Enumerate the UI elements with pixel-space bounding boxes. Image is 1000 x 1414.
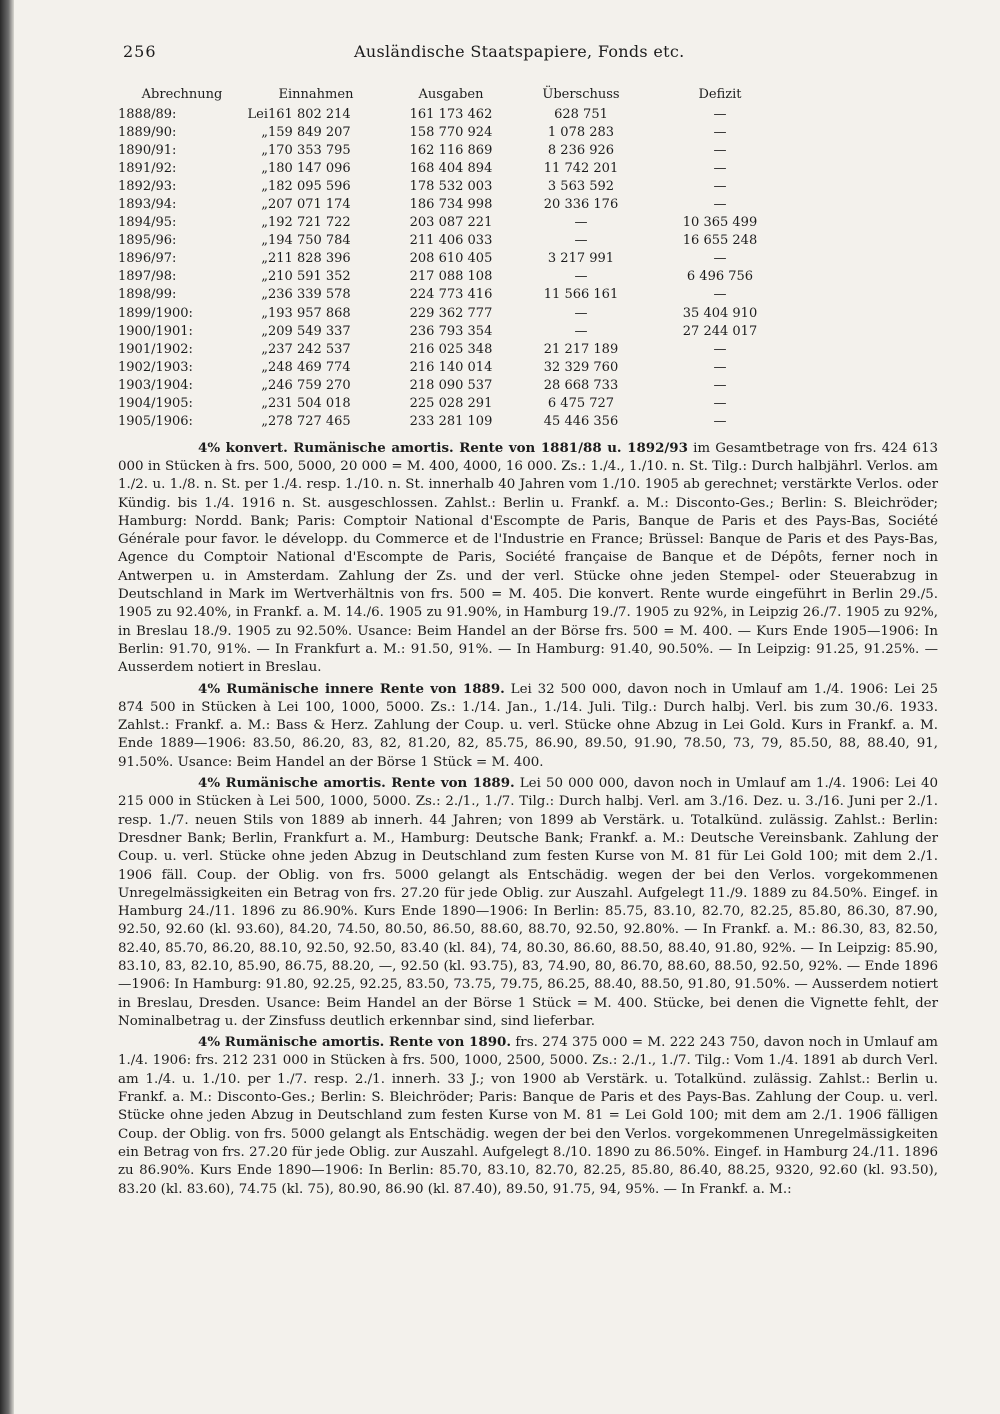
cell-defizit: —	[713, 251, 727, 267]
cell-ueberschuss: 32 329 760	[543, 359, 619, 375]
bond-description: Lei 50 000 000, davon noch in Umlauf am 1./4. 1906: Lei 40 215 000 in Stücken à Lei 500, 1000, 5000. Zs.: 2./1., 1./7. Tilg.: Durch halbj. Verl. am 3./16. Dez. u. 3./16. Juni per 2./1. resp. 1./7. neuen Stils von 1889 ab innerh. 44 Jahren; von 1899 ab Verstärk. u. Totalkünd. zulässig. Zahlst.: Berlin: Dresdner Bank; Berlin, Frankfurt a. M., Hamburg: Deutsche Bank; Frankf. a. M.: Deutsche Vereinsbank. Zahlung der Coup. u. verl. Stücke ohne jeden Abzug in Deutschland zum festen Kurse von M. 81 für Lei Gold 100; mit dem 2./1. 1906 fäll. Coup. der Oblig. von frs. 5000 gelangt als Entschädig. wegen der bei den Verlos. vorgekommenen Unregelmässigkeiten ein Betrag von frs. 27.20 für jede Oblig. zur Auszahl. Aufgelegt 11./9. 1889 zu 84.50%. Eingef. in Hamburg 24./11. 1896 zu 86.90%. Kurs Ende 1890—1906: In Berlin: 85.75, 83.10, 82.70, 82.25, 85.80, 86.30, 87.90, 92.50, 92.60 (kl. 93.60), 84.20, 74.50, 80.50, 86.50, 88.60, 88.70, 92.50, 92.80%. — In Frankf. a. M.: 86.30, 83, 82.50, 82.40, 85.70, 86.20, 88.10, 92.50, 92.50, 83.40 (kl. 84), 74, 80.30, 86.60, 88.50, 88.40, 91.80, 92%. — In Leipzig: 85.90, 83.10, 83, 82.10, 85.90, 86.75, 88.20, —, 92.50 (kl. 93.75), 83, 74.90, 80, 86.70, 88.60, 88.50, 92.50, 92%. — Ende 1896—1906: In Hamburg: 91.80, 92.25, 92.25, 83.50, 73.75, 79.75, 86.25, 88.40, 88.50, 91.80, 91.50%. — Ausserdem notiert in Breslau, Dresden. Usance: Beim Handel an der Börse 1 Stück = M. 400. Stücke, bei denen die Vignette fehlt, der Nominalbetrag u. der Zinsfuss deutlich erkennbar sind, sind lieferbar.	[118, 776, 939, 1029]
bond-title: 4% Rumänische amortis. Rente von 1889.	[198, 775, 515, 792]
cell-ueberschuss: —	[574, 323, 588, 339]
cell-einnahmen: 209 549 337	[268, 323, 351, 339]
cell-currency-mark: „	[261, 251, 268, 267]
cell-ueberschuss: 11 742 201	[543, 160, 619, 176]
cell-einnahmen: 194 750 784	[268, 233, 351, 249]
cell-ausgaben: 233 281 109	[409, 414, 493, 430]
cell-currency-mark: „	[261, 341, 268, 357]
cell-defizit: —	[713, 377, 727, 393]
cell-period: 1905/1906:	[118, 414, 193, 430]
cell-currency-mark: „	[261, 414, 268, 430]
cell-ausgaben: 229 362 777	[409, 305, 493, 321]
cell-period: 1889/90:	[118, 124, 177, 140]
col-header-defizit: Defizit	[698, 87, 742, 102]
cell-defizit: —	[713, 106, 727, 122]
cell-einnahmen: 170 353 795	[268, 142, 351, 158]
cell-ausgaben: 225 028 291	[409, 396, 493, 412]
table-header-row	[118, 84, 794, 105]
cell-currency-mark: „	[261, 197, 268, 213]
cell-defizit: 27 244 017	[682, 323, 758, 339]
cell-defizit: —	[713, 160, 727, 176]
cell-currency-mark: „	[261, 160, 268, 176]
col-header-einnahmen: Einnahmen	[278, 87, 354, 102]
bond-description: Lei 32 500 000, davon noch in Umlauf am 1./4. 1906: Lei 25 874 500 in Stücken à Lei 100, 1000, 5000. Zs.: 1./14. Jan., 1./14. Juli. Tilg.: Durch halbj. Verl. bis zum 30./6. 1933. Zahlst.: Frankf. a. M.: Bass & Herz. Zahlung der Coup. u. verl. Stücke ohne Abzug in Lei Gold. Kurs in Frankf. a. M. Ende 1889—1906: 83.50, 86.20, 83, 82, 81.20, 82, 85.75, 86.90, 89.50, 91.90, 78.50, 73, 79, 85.50, 88, 88.40, 91, 91.50%. Usance: Beim Handel an der Börse 1 Stück = M. 400.	[118, 681, 939, 770]
cell-defizit: —	[713, 287, 727, 303]
bond-section	[118, 774, 938, 1031]
cell-defizit: 10 365 499	[682, 215, 758, 231]
cell-currency-mark: „	[261, 215, 268, 231]
bond-title: 4% Rumänische innere Rente von 1889.	[198, 680, 505, 697]
cell-currency-mark: Lei	[247, 106, 268, 122]
bond-section	[118, 680, 938, 772]
cell-ausgaben: 186 734 998	[409, 197, 493, 213]
cell-defizit: —	[713, 359, 727, 375]
budget-table	[118, 84, 794, 431]
cell-defizit: —	[713, 197, 727, 213]
cell-period: 1901/1902:	[118, 341, 193, 357]
cell-einnahmen: 236 339 578	[268, 287, 351, 303]
cell-ausgaben: 158 770 924	[409, 124, 493, 140]
cell-period: 1900/1901:	[118, 323, 193, 339]
bond-section	[118, 1033, 938, 1199]
table-row	[118, 159, 794, 177]
cell-period: 1892/93:	[118, 178, 177, 194]
cell-einnahmen: 246 759 270	[268, 377, 351, 393]
book-binding-edge	[0, 0, 14, 1414]
cell-ausgaben: 218 090 537	[409, 377, 493, 393]
cell-ueberschuss: —	[574, 269, 588, 285]
cell-period: 1888/89:	[118, 106, 177, 122]
table-row	[118, 340, 794, 358]
cell-period: 1898/99:	[118, 287, 177, 303]
cell-ausgaben: 216 140 014	[409, 359, 493, 375]
cell-ueberschuss: 20 336 176	[543, 197, 619, 213]
cell-currency-mark: „	[261, 287, 268, 303]
table-row	[118, 177, 794, 195]
table-row	[118, 214, 794, 232]
bond-description: im Gesamtbetrage von frs. 424 613 000 in Stücken à frs. 500, 5000, 20 000 = M. 400, 4000, 16 000. Zs.: 1./4., 1./10. n. St. Tilg.: Durch halbjährl. Verlos. am 1./2. u. 1./8. n. St. per 1./4. resp. 1./10. n. St. innerhalb 40 Jahren vom 1./10. 1905 ab gerechnet; verstärkte Verlos. oder Kündig. bis 1./4. 1916 n. St. ausgeschlossen. Zahlst.: Berlin u. Frankf. a. M.: Disconto-Ges.; Berlin: S. Bleichröder; Hamburg: Nordd. Bank; Paris: Comptoir National d'Escompte de Paris, Banque de Paris et des Pays-Bas, Société Générale pour favor. le développ. du Commerce et de l'Industrie en France; Brüssel: Banque de Paris et des Pays-Bas, Agence du Comptoir National d'Escompte de Paris, Société française de Banque et de Dépôts, ferner noch in Antwerpen u. in Amsterdam. Zahlung der Zs. und der verl. Stücke ohne jeden Stempel- oder Steuerabzug in Deutschland in Mark im Wertverhältnis von frs. 500 = M. 405. Die konvert. Rente wurde eingeführt in Berlin 29./5. 1905 zu 92.40%, in Frankf. a. M. 14./6. 1905 zu 91.90%, in Hamburg 19./7. 1905 zu 92%, in Leipzig 26./7. 1905 zu 92%, in Breslau 18./9. 1905 zu 92.50%. Usance: Beim Handel an der Börse frs. 500 = M. 400. — Kurs Ende 1905—1906: In Berlin: 91.70, 91%. — In Frankfurt a. M.: 91.50, 91%. — In Hamburg: 91.40, 90.50%. — In Leipzig: 91.25, 91.25%. — Ausserdem notiert in Breslau.	[118, 440, 939, 676]
cell-period: 1893/94:	[118, 197, 177, 213]
cell-ueberschuss: —	[574, 233, 588, 249]
cell-defizit: —	[713, 142, 727, 158]
cell-defizit: 6 496 756	[686, 269, 754, 285]
cell-ausgaben: 168 404 894	[409, 160, 493, 176]
cell-ausgaben: 224 773 416	[409, 287, 493, 303]
cell-ueberschuss: 3 217 991	[547, 251, 615, 267]
bond-section	[118, 439, 938, 678]
table-row	[118, 395, 794, 413]
cell-einnahmen: 182 095 596	[268, 178, 351, 194]
table-row	[118, 250, 794, 268]
cell-currency-mark: „	[261, 178, 268, 194]
cell-ueberschuss: 3 563 592	[547, 178, 615, 194]
cell-period: 1891/92:	[118, 160, 177, 176]
cell-einnahmen: 207 071 174	[268, 197, 351, 213]
cell-currency-mark: „	[261, 305, 268, 321]
cell-defizit: —	[713, 414, 727, 430]
cell-currency-mark: „	[261, 377, 268, 393]
page	[118, 36, 938, 1199]
cell-currency-mark: „	[261, 359, 268, 375]
cell-defizit: 35 404 910	[682, 305, 758, 321]
cell-einnahmen: 192 721 722	[268, 215, 351, 231]
cell-currency-mark: „	[261, 124, 268, 140]
running-title: Ausländische Staatspapiere, Fonds etc.	[354, 42, 685, 61]
cell-einnahmen: 161 802 214	[268, 106, 351, 122]
cell-period: 1890/91:	[118, 142, 177, 158]
cell-einnahmen: 278 727 465	[268, 414, 351, 430]
table-row	[118, 141, 794, 159]
cell-ueberschuss: 28 668 733	[543, 377, 619, 393]
cell-ueberschuss: 8 236 926	[547, 142, 615, 158]
cell-defizit: —	[713, 178, 727, 194]
cell-defizit: 16 655 248	[682, 233, 758, 249]
cell-ausgaben: 211 406 033	[409, 233, 493, 249]
cell-currency-mark: „	[261, 323, 268, 339]
cell-einnahmen: 193 957 868	[268, 305, 351, 321]
page-number: 256	[123, 42, 157, 61]
cell-einnahmen: 210 591 352	[268, 269, 351, 285]
cell-period: 1899/1900:	[118, 305, 193, 321]
table-row	[118, 105, 794, 123]
cell-currency-mark: „	[261, 142, 268, 158]
cell-ausgaben: 162 116 869	[409, 142, 493, 158]
cell-ausgaben: 217 088 108	[409, 269, 493, 285]
cell-period: 1894/95:	[118, 215, 177, 231]
cell-period: 1904/1905:	[118, 396, 193, 412]
cell-ausgaben: 236 793 354	[409, 323, 493, 339]
cell-defizit: —	[713, 341, 727, 357]
cell-ueberschuss: 11 566 161	[543, 287, 619, 303]
cell-ausgaben: 216 025 348	[409, 341, 493, 357]
cell-ueberschuss: —	[574, 215, 588, 231]
cell-ueberschuss: 21 217 189	[543, 341, 619, 357]
cell-ausgaben: 178 532 003	[409, 178, 493, 194]
table-row	[118, 195, 794, 213]
cell-currency-mark: „	[261, 233, 268, 249]
cell-period: 1903/1904:	[118, 377, 193, 393]
cell-defizit: —	[713, 396, 727, 412]
table-row	[118, 123, 794, 141]
cell-einnahmen: 211 828 396	[268, 251, 351, 267]
cell-einnahmen: 159 849 207	[268, 124, 351, 140]
bond-title: 4% Rumänische amortis. Rente von 1890.	[198, 1034, 511, 1051]
table-row	[118, 322, 794, 340]
bond-description: frs. 274 375 000 = M. 222 243 750, davon noch in Umlauf am 1./4. 1906: frs. 212 231 000 in Stücken à frs. 500, 1000, 2500, 5000. Zs.: 2./1., 1./7. Tilg.: Vom 1./4. 1891 ab durch Verl. am 1./4. u. 1./10. per 1./7. resp. 2./1. innerh. 33 J.; von 1900 ab Verstärk. u. Totalkünd. zulässig. Zahlst.: Berlin u. Frankf. a. M.: Disconto-Ges.; Berlin: S. Bleichröder; Paris: Banque de Paris et des Pays-Bas. Zahlung der Coup. u. verl. Stücke ohne jeden Abzug in Deutschland zum festen Kurse von M. 81 = Lei Gold 100; mit dem am 2./1. 1906 fälligen Coup. der Oblig. von frs. 5000 gelangt als Entschädig. wegen der bei den Verlos. vorgekommenen Unregelmässigkeiten ein Betrag von frs. 27.20 für jede Oblig. zur Auszahl. Aufgelegt 8./10. 1890 zu 86.50%. Eingef. in Hamburg 24./11. 1896 zu 86.90%. Kurs Ende 1890—1906: In Berlin: 85.70, 83.10, 82.70, 82.25, 85.80, 86.40, 88.25, 9320, 92.60 (kl. 93.50), 83.20 (kl. 83.60), 74.75 (kl. 75), 80.90, 86.90 (kl. 87.40), 89.50, 91.75, 94, 95%. — In Frankf. a. M.:	[118, 1035, 938, 1197]
cell-ausgaben: 208 610 405	[409, 251, 493, 267]
cell-ueberschuss: 45 446 356	[543, 414, 619, 430]
cell-defizit: —	[713, 124, 727, 140]
cell-period: 1897/98:	[118, 269, 177, 285]
cell-einnahmen: 237 242 537	[268, 341, 351, 357]
table-row	[118, 232, 794, 250]
cell-period: 1895/96:	[118, 233, 177, 249]
cell-einnahmen: 180 147 096	[268, 160, 351, 176]
cell-ueberschuss: 1 078 283	[547, 124, 615, 140]
col-header-abrechnung: Abrechnung	[141, 87, 223, 102]
col-header-ausgaben: Ausgaben	[418, 87, 484, 102]
table-row	[118, 304, 794, 322]
table-row	[118, 358, 794, 376]
cell-einnahmen: 231 504 018	[268, 396, 351, 412]
cell-ueberschuss: 628 751	[554, 106, 608, 122]
cell-ueberschuss: —	[574, 305, 588, 321]
col-header-ueberschuss: Überschuss	[542, 87, 620, 102]
cell-einnahmen: 248 469 774	[268, 359, 351, 375]
cell-currency-mark: „	[261, 396, 268, 412]
cell-ueberschuss: 6 475 727	[547, 396, 615, 412]
text-body	[118, 439, 938, 1199]
cell-ausgaben: 203 087 221	[409, 215, 493, 231]
page-header	[118, 36, 938, 64]
table-row	[118, 376, 794, 394]
cell-period: 1902/1903:	[118, 359, 193, 375]
table-row	[118, 286, 794, 304]
table-row	[118, 268, 794, 286]
cell-ausgaben: 161 173 462	[409, 106, 493, 122]
table-row	[118, 413, 794, 431]
bond-title: 4% konvert. Rumänische amortis. Rente von 1881/88 u. 1892/93	[198, 439, 688, 456]
cell-currency-mark: „	[261, 269, 268, 285]
cell-period: 1896/97:	[118, 251, 177, 267]
